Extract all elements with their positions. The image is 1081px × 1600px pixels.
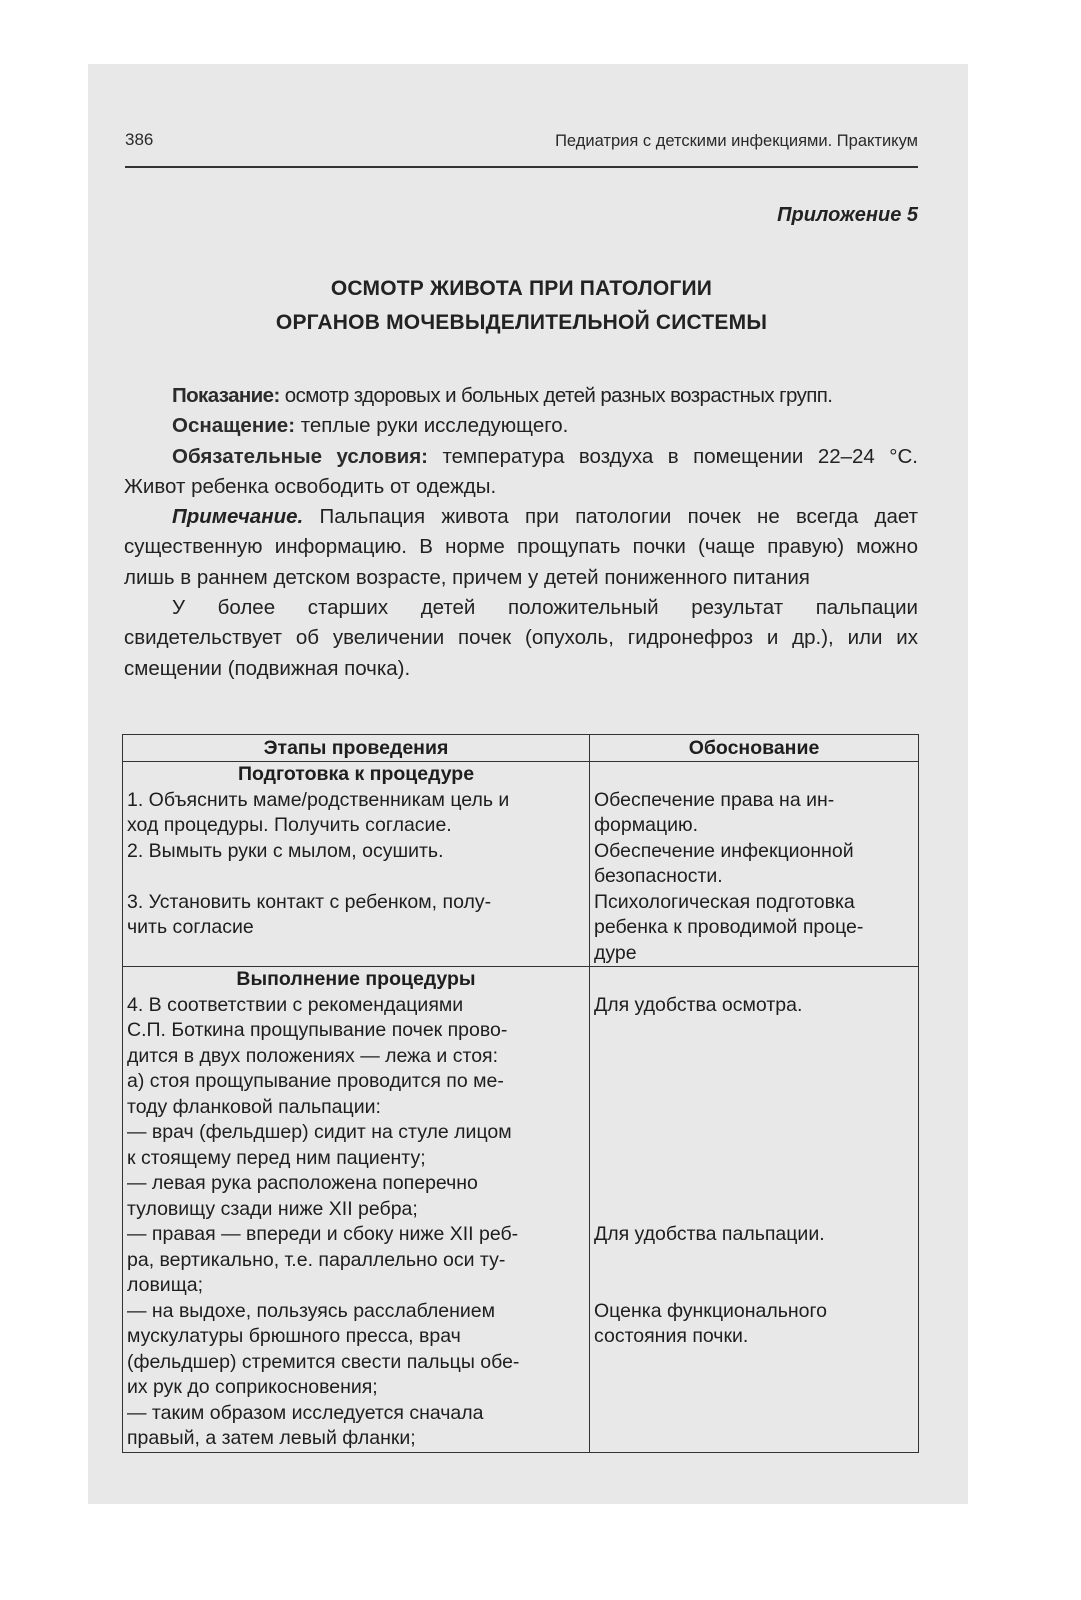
table-cell-line: Оценка функционального	[594, 1299, 828, 1322]
equipment-paragraph	[124, 411, 918, 441]
note-text: Пальпация живота при патологии почек не всегда дает существенную информацию. В норме прощупать почки (чаще правую) можно лишь в раннем детском возрасте, причем у детей пониженного питания	[124, 505, 918, 589]
table-cell-line: ловища;	[127, 1274, 204, 1296]
table-cell-line: мускулатуры брюшного пресса, врач	[127, 1325, 461, 1347]
note-label: Примечание.	[172, 505, 304, 529]
table-cell-line	[594, 967, 914, 993]
page-number: 386	[125, 130, 154, 149]
table-cell-line	[594, 1273, 914, 1299]
table-cell-line: а) стоя прощупывание проводится по ме-	[127, 1070, 504, 1092]
section1-steps	[127, 788, 585, 941]
table-cell-line	[594, 1248, 914, 1274]
section2-steps	[127, 993, 585, 1452]
note-paragraph	[124, 502, 918, 593]
equipment-label: Оснащение:	[172, 414, 296, 438]
table-cell-line: — правая — впереди и сбоку ниже XII реб-	[127, 1223, 519, 1245]
indication-label: Показание:	[172, 384, 280, 407]
section-title-execution: Выполнение процедуры	[236, 968, 476, 990]
table-cell-line	[594, 1018, 914, 1044]
indication-text: осмотр здоровых и больных детей разных возрастных групп.	[279, 384, 833, 407]
section1-reasons-cell	[590, 762, 919, 967]
table-cell-line	[594, 762, 914, 788]
table-cell-line: правый, а затем левый фланки;	[127, 1427, 416, 1449]
col-header-rationale: Обоснование	[590, 735, 919, 762]
section2-reasons	[594, 967, 914, 1350]
table-cell-line	[594, 1044, 914, 1070]
table-cell-line: их рук до соприкосновения;	[127, 1376, 378, 1398]
table-cell-line: — левая рука расположена поперечно	[127, 1172, 478, 1194]
section1-steps-cell	[123, 762, 590, 967]
section-title-preparation: Подготовка к процедуре	[237, 763, 475, 785]
table-cell-line: Психологическая подготовка	[594, 890, 855, 913]
body-text	[124, 381, 918, 684]
table-cell-line: Обеспечение права на ин-	[594, 788, 835, 811]
title-line-2: ОРГАНОВ МОЧЕВЫДЕЛИТЕЛЬНОЙ СИСТЕМЫ	[275, 311, 768, 334]
table-cell-line: Обеспечение инфекционной	[594, 839, 854, 862]
table-cell-line: Для удобства осмотра.	[594, 993, 803, 1016]
table-cell-line: С.П. Боткина прощупывание почек прово-	[127, 1019, 508, 1041]
table-cell-line: Для удобства пальпации.	[594, 1223, 825, 1245]
equipment-text: теплые руки исследующего.	[295, 414, 569, 438]
document-title	[125, 272, 918, 340]
table-cell-line: 1. Объяснить маме/родственникам цель и	[127, 788, 510, 811]
table-cell-line	[594, 1146, 914, 1172]
col-header-steps: Этапы проведения	[123, 735, 590, 762]
older-children-paragraph: У более старших детей положительный результат пальпации свидетельствует об увеличении почек (опухоль, гидронефроз и др.), или их смещении (подвижная почка).	[124, 596, 918, 680]
conditions-text: температура воздуха в помещении 22–24 °С. Живот ребенка освободить от одежды.	[124, 444, 918, 498]
table-cell-line: (фельдшер) стремится свести пальцы обе-	[127, 1350, 520, 1373]
table-header-row	[123, 735, 919, 762]
table-cell-line: дуре	[594, 941, 637, 964]
table-row	[123, 967, 919, 1453]
table-cell-line: безопасности.	[594, 865, 723, 887]
page-header	[125, 126, 918, 168]
table-cell-line: состояния почки.	[594, 1325, 749, 1347]
table-cell-line: 2. Вымыть руки с мылом, осушить.	[127, 839, 444, 862]
table-cell-line: дится в двух положениях — лежа и стоя:	[127, 1044, 499, 1067]
table-cell-line: — таким образом исследуется сначала	[127, 1401, 484, 1424]
table-cell-line	[594, 1197, 914, 1223]
indication-paragraph	[124, 381, 918, 411]
running-title: Педиатрия с детскими инфекциями. Практикум	[555, 132, 918, 150]
table-cell-line: ребенка к проводимой проце-	[594, 916, 864, 938]
table-cell-line: формацию.	[594, 814, 699, 836]
table-cell-line: — врач (фельдшер) сидит на стуле лицом	[127, 1121, 512, 1143]
table-cell-line: ра, вертикально, т.е. параллельно оси ту-	[127, 1248, 506, 1271]
table-cell-line	[594, 1095, 914, 1121]
conditions-paragraph	[124, 442, 918, 503]
table-cell-line: 3. Установить контакт с ребенком, полу-	[127, 890, 492, 913]
table-cell-line	[127, 864, 585, 890]
table-cell-line: ход процедуры. Получить согласие.	[127, 814, 452, 836]
table-cell-line: к стоящему перед ним пациенту;	[127, 1146, 426, 1169]
section2-steps-cell	[123, 967, 590, 1453]
section2-reasons-cell	[590, 967, 919, 1453]
table-cell-line: 4. В соответствии с рекомендациями	[127, 993, 464, 1016]
section1-reasons	[594, 762, 914, 966]
conditions-label: Обязательные условия:	[172, 444, 428, 468]
title-line-1: ОСМОТР ЖИВОТА ПРИ ПАТОЛОГИИ	[330, 277, 713, 300]
table-cell-line: туловищу сзади ниже XII ребра;	[127, 1197, 418, 1220]
table-cell-line: чить согласие	[127, 916, 254, 938]
table-cell-line	[594, 1171, 914, 1197]
table-cell-line	[594, 1069, 914, 1095]
table-cell-line	[594, 1120, 914, 1146]
procedure-table	[122, 734, 919, 1453]
table-cell-line: — на выдохе, пользуясь расслаблением	[127, 1299, 496, 1322]
table-row	[123, 762, 919, 967]
table-cell-line: тоду фланковой пальпации:	[127, 1095, 381, 1118]
appendix-label: Приложение 5	[777, 204, 918, 226]
